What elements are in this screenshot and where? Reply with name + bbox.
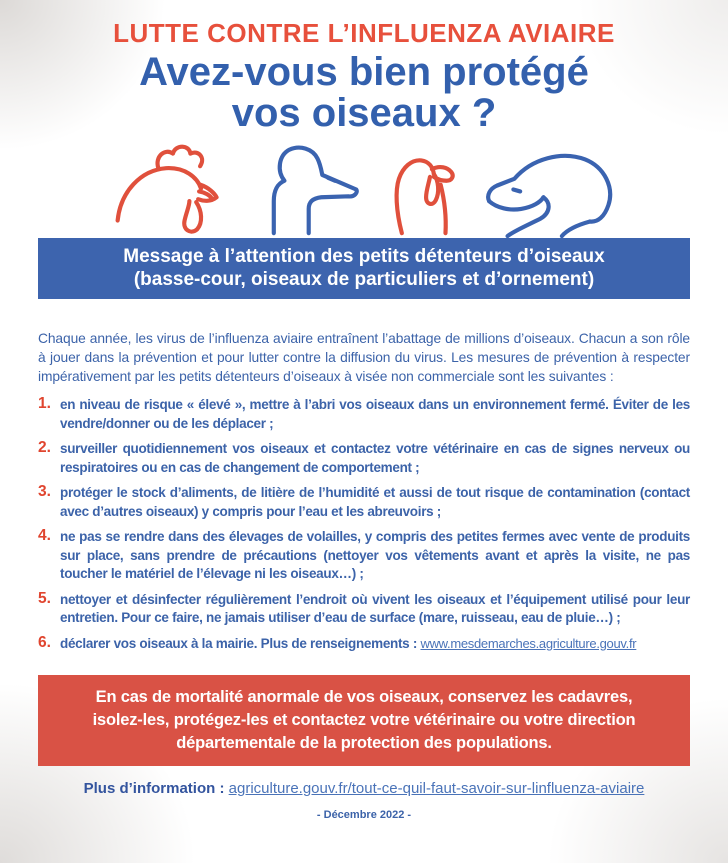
poster-title	[38, 52, 690, 134]
birds-illustration	[38, 141, 690, 238]
alert-line-2: isolez-les, protégez-les et contactez votre vétérinaire ou votre direction	[92, 711, 636, 729]
poster-supertitle: LUTTE CONTRE L’INFLUENZA AVIAIRE	[113, 18, 615, 48]
goose-icon	[274, 148, 357, 234]
measure-item-5	[38, 591, 690, 628]
audience-banner	[38, 238, 690, 299]
measure-number: 4.	[38, 527, 51, 544]
measure-item-6	[38, 635, 690, 654]
measure-text: surveiller quotidiennement vos oiseaux et contactez votre vétérinaire en cas de signes nerveux ou respiratoires ou en cas de changement de comportement ;	[60, 441, 690, 475]
title-line-2: vos oiseaux ?	[231, 91, 497, 135]
measure-number: 2.	[38, 439, 51, 456]
measure-text: en niveau de risque « élevé », mettre à l’abri vos oiseaux dans un environnement fermé. Éviter de les vendre/donner ou de les déplacer ;	[60, 397, 690, 431]
more-info-label: Plus d’information :	[83, 780, 225, 797]
more-info	[38, 780, 690, 797]
chicken-icon	[118, 147, 217, 232]
mesdemarches-link[interactable]: www.mesdemarches.agriculture.gouv.fr	[420, 635, 637, 651]
measure-text: protéger le stock d’aliments, de litière de l’humidité et aussi de tout risque de contamination (contact avec d’autres oiseaux) y compris pour l’eau et les abreuvoirs ;	[60, 485, 690, 519]
audience-banner-line-1: Message à l’attention des petits détenteurs d’oiseaux	[123, 246, 605, 267]
measure-item-4	[38, 528, 690, 584]
measure-item-2	[38, 440, 690, 477]
measure-number: 6.	[38, 633, 51, 651]
agriculture-link[interactable]: agriculture.gouv.fr/tout-ce-quil-faut-savoir-sur-linfluenza-aviaire	[228, 780, 645, 797]
intro-paragraph: Chaque année, les virus de l’influenza aviaire entraînent l’abattage de millions d’oiseaux. Chacun a son rôle à jouer dans la prévention et pour lutter contre la diffusion du virus. Les mesures de prévention à respecter impérativement par les petits détenteurs d’oiseaux à visée non commerciale sont les suivantes :	[38, 331, 690, 384]
audience-banner-line-2: (basse-cour, oiseaux de particuliers et d’ornement)	[133, 268, 595, 290]
measure-item-1	[38, 396, 690, 433]
title-line-1: Avez-vous bien protégé	[139, 50, 589, 94]
measure-number: 3.	[38, 483, 51, 500]
alert-line-1: En cas de mortalité anormale de vos oiseaux, conservez les cadavres,	[95, 688, 633, 706]
turkey-icon	[397, 160, 453, 233]
measure-number: 5.	[38, 589, 51, 607]
measure-number: 1.	[38, 395, 51, 412]
alert-line-3: départementale de la protection des populations.	[176, 734, 552, 752]
date-stamp: - Décembre 2022 -	[316, 809, 412, 821]
alert-banner	[38, 675, 690, 766]
measure-text: déclarer vos oiseaux à la mairie. Plus de renseignements :	[60, 635, 418, 651]
duck-icon	[488, 156, 610, 236]
measure-text: ne pas se rendre dans des élevages de volailles, y compris des petites fermes avec vente de produits sur place, sans prendre de précautions (nettoyer vos vêtements avant et après la visite, ne pas toucher le matériel de l’élevage ni les oiseaux…) ;	[60, 529, 690, 581]
measures-list	[38, 396, 690, 653]
measure-item-3	[38, 484, 690, 521]
measure-text: nettoyer et désinfecter régulièrement l’endroit où vivent les oiseaux et l’équipement utilisé pour leur entretien. Pour ce faire, ne jamais utiliser d’eau de surface (mare, ruisseau, eau de pluie…) ;	[60, 591, 690, 625]
